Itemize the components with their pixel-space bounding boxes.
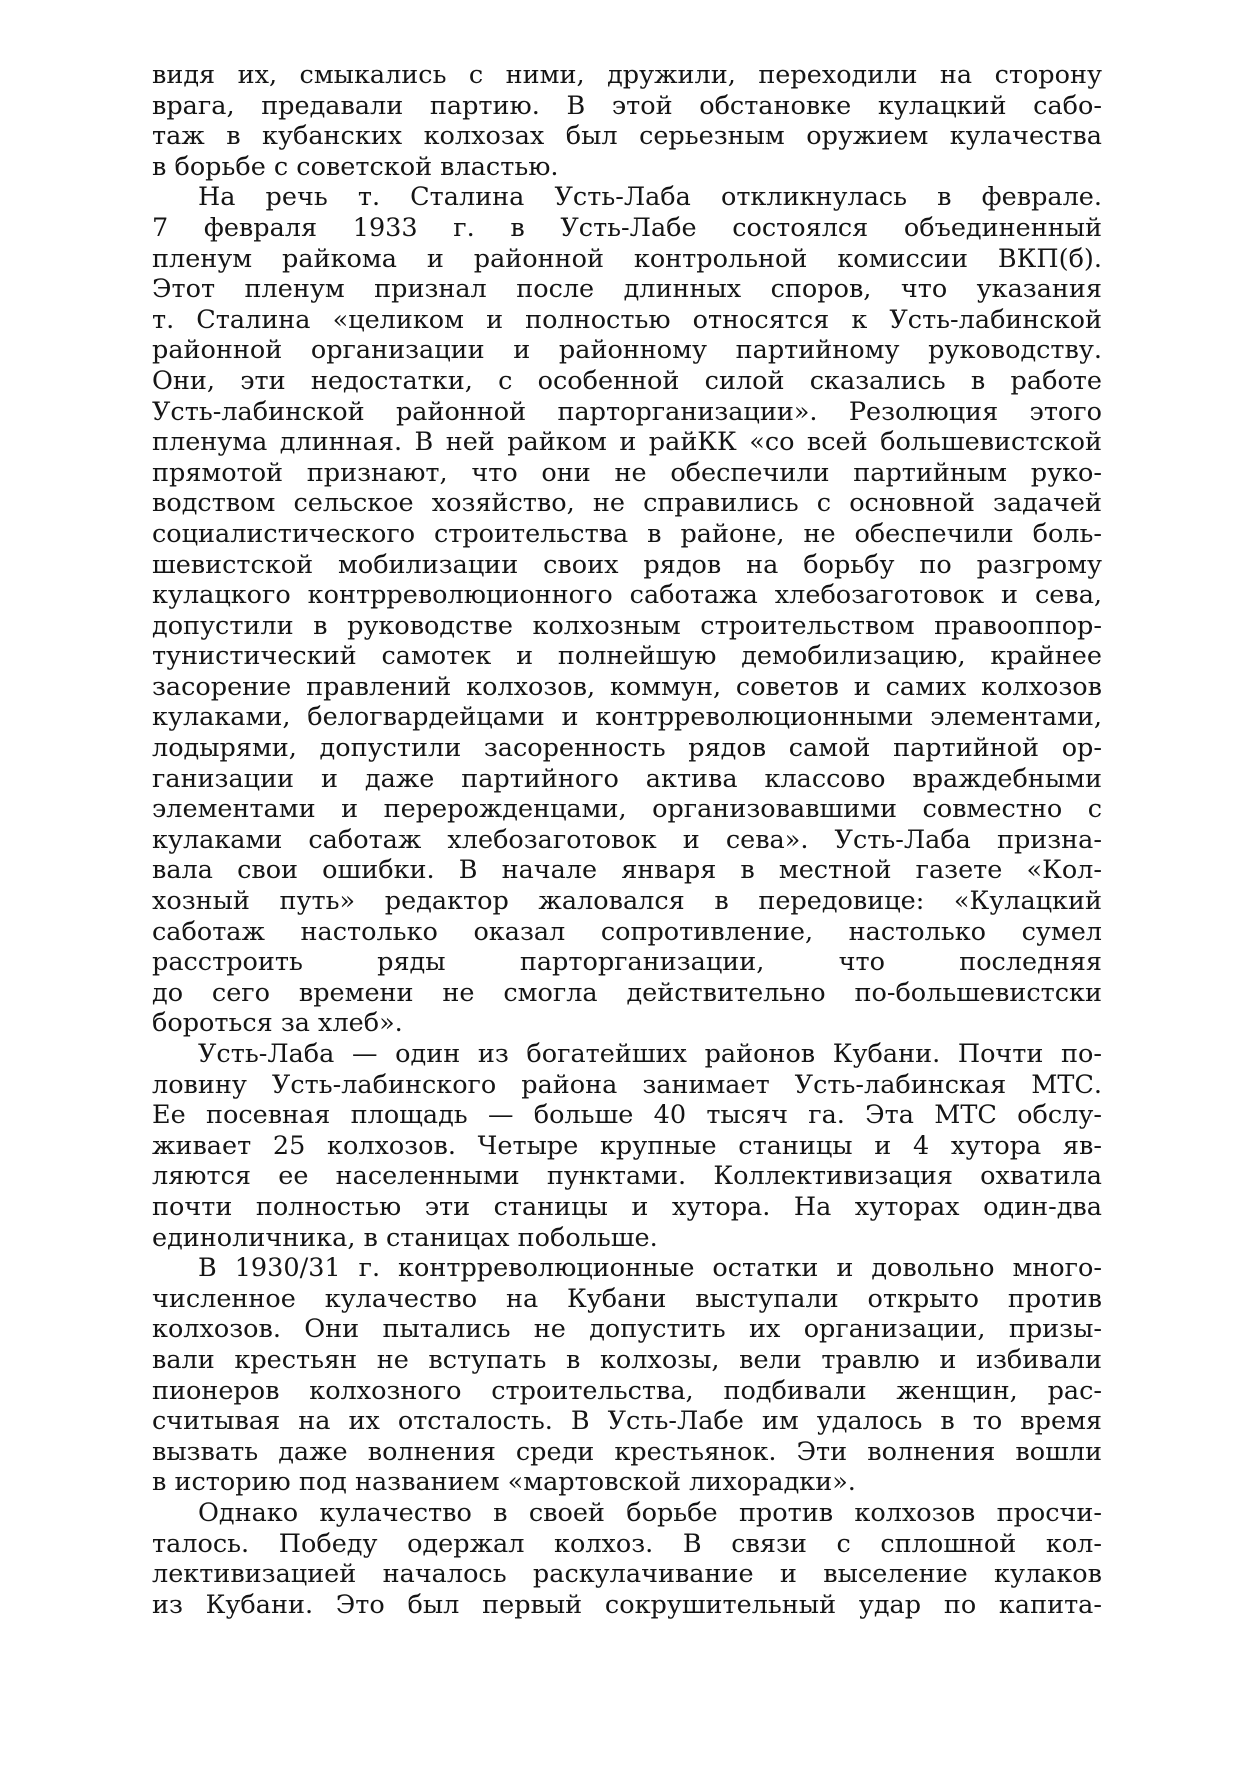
text-line: засорение правлений колхозов, коммун, советов и самих колхозов: [152, 671, 1102, 702]
text-line: вала свои ошибки. В начале января в местной газете «Кол-: [152, 855, 1102, 886]
text-line: Усть-Лаба — один из богатейших районов Кубани. Почти по-: [198, 1039, 1102, 1069]
text-line: хозный путь» редактор жаловался в передовице: «Кулацкий: [152, 886, 1102, 917]
text-line: пленума длинная. В ней райком и райКК «со всей большевистской: [152, 427, 1102, 458]
text-line: лодырями, допустили засоренность рядов самой партийной ор-: [152, 733, 1102, 764]
text-line: прямотой признают, что они не обеспечили партийным руко-: [152, 457, 1102, 488]
text-line: численное кулачество на Кубани выступали открыто против: [152, 1283, 1102, 1314]
text-line: Усть-лабинской районной парторганизации». Резолюция этого: [152, 396, 1102, 427]
text-line: пионеров колхозного строительства, подбивали женщин, рас-: [152, 1375, 1102, 1406]
text-line: Они, эти недостатки, с особенной силой сказались в работе: [152, 365, 1102, 396]
text-line: ловину Усть-лабинского района занимает Усть-лабинская МТС.: [152, 1069, 1102, 1100]
paragraph: [152, 1253, 1102, 1498]
text-line: видя их, смыкались с ними, дружили, переходили на сторону: [152, 60, 1102, 90]
text-line: ляются ее населенными пунктами. Коллективизация охватила: [152, 1161, 1102, 1192]
text-line: почти полностью эти станицы и хутора. На хуторах один-два: [152, 1191, 1102, 1222]
text-line: таж в кубанских колхозах был серьезным оружием кулачества: [152, 121, 1102, 152]
text-line: колхозов. Они пытались не допустить их организации, призы-: [152, 1314, 1102, 1345]
text-line: в борьбе с советской властью.: [152, 151, 559, 182]
document-page: [152, 60, 1102, 1620]
text-line: районной организации и районному партийному руководству.: [152, 335, 1102, 366]
paragraph: [152, 1498, 1102, 1620]
text-line: ганизации и даже партийного актива классово враждебными: [152, 763, 1102, 794]
text-line: до сего времени не смогла действительно по-большевистски: [152, 977, 1102, 1008]
text-line: кулацкого контрреволюционного саботажа хлебозаготовок и сева,: [152, 580, 1102, 611]
text-line: пленум райкома и районной контрольной комиссии ВКП(б).: [152, 243, 1102, 274]
text-line: водством сельское хозяйство, не справились с основной задачей: [152, 488, 1102, 519]
text-line: расстроить ряды парторганизации, что последняя: [152, 947, 1102, 978]
text-line: тунистический самотек и полнейшую демобилизацию, крайнее: [152, 641, 1102, 672]
text-line: элементами и перерожденцами, организовавшими совместно с: [152, 794, 1102, 825]
paragraph: [152, 1039, 1102, 1253]
text-line: допустили в руководстве колхозным строительством правооппор-: [152, 610, 1102, 641]
text-line: 7 февраля 1933 г. в Усть-Лабе состоялся объединенный: [152, 212, 1102, 243]
text-line: кулаками, белогвардейцами и контрреволюционными элементами,: [152, 702, 1102, 733]
text-line: из Кубани. Это был первый сокрушительный удар по капита-: [152, 1589, 1102, 1620]
text-line: Ее посевная площадь — больше 40 тысяч га. Эта МТС обслу-: [152, 1100, 1102, 1131]
text-line: На речь т. Сталина Усть-Лаба откликнулась в феврале.: [198, 182, 1102, 213]
paragraph: [152, 182, 1102, 1039]
text-line: живает 25 колхозов. Четыре крупные станицы и 4 хутора яв-: [152, 1130, 1102, 1161]
text-line: считывая на их отсталость. В Усть-Лабе им удалось в то время: [152, 1406, 1102, 1437]
text-line: вали крестьян не вступать в колхозы, вели травлю и избивали: [152, 1344, 1102, 1375]
text-line: Этот пленум признал после длинных споров, что указания: [152, 274, 1102, 305]
text-line: Однако кулачество в своей борьбе против колхозов просчи-: [198, 1497, 1102, 1528]
text-line: в историю под названием «мартовской лихорадки».: [152, 1467, 856, 1498]
text-line: лективизацией началось раскулачивание и выселение кулаков: [152, 1559, 1102, 1590]
text-line: В 1930/31 г. контрреволюционные остатки и довольно много-: [198, 1253, 1102, 1284]
text-line: социалистического строительства в районе, не обеспечили боль-: [152, 518, 1102, 549]
text-line: саботаж настолько оказал сопротивление, настолько сумел: [152, 916, 1102, 947]
text-line: талось. Победу одержал колхоз. В связи с сплошной кол-: [152, 1528, 1102, 1559]
text-line: т. Сталина «целиком и полностью относятся к Усть-лабинской: [152, 304, 1102, 335]
text-line: врага, предавали партию. В этой обстановке кулацкий сабо-: [152, 90, 1102, 121]
text-line: кулаками саботаж хлебозаготовок и сева». Усть-Лаба призна-: [152, 824, 1102, 855]
text-line: единоличника, в станицах побольше.: [152, 1222, 658, 1253]
text-line: бороться за хлеб».: [152, 1008, 403, 1039]
paragraph: [152, 60, 1102, 182]
text-line: шевистской мобилизации своих рядов на борьбу по разгрому: [152, 549, 1102, 580]
text-line: вызвать даже волнения среди крестьянок. Эти волнения вошли: [152, 1436, 1102, 1467]
